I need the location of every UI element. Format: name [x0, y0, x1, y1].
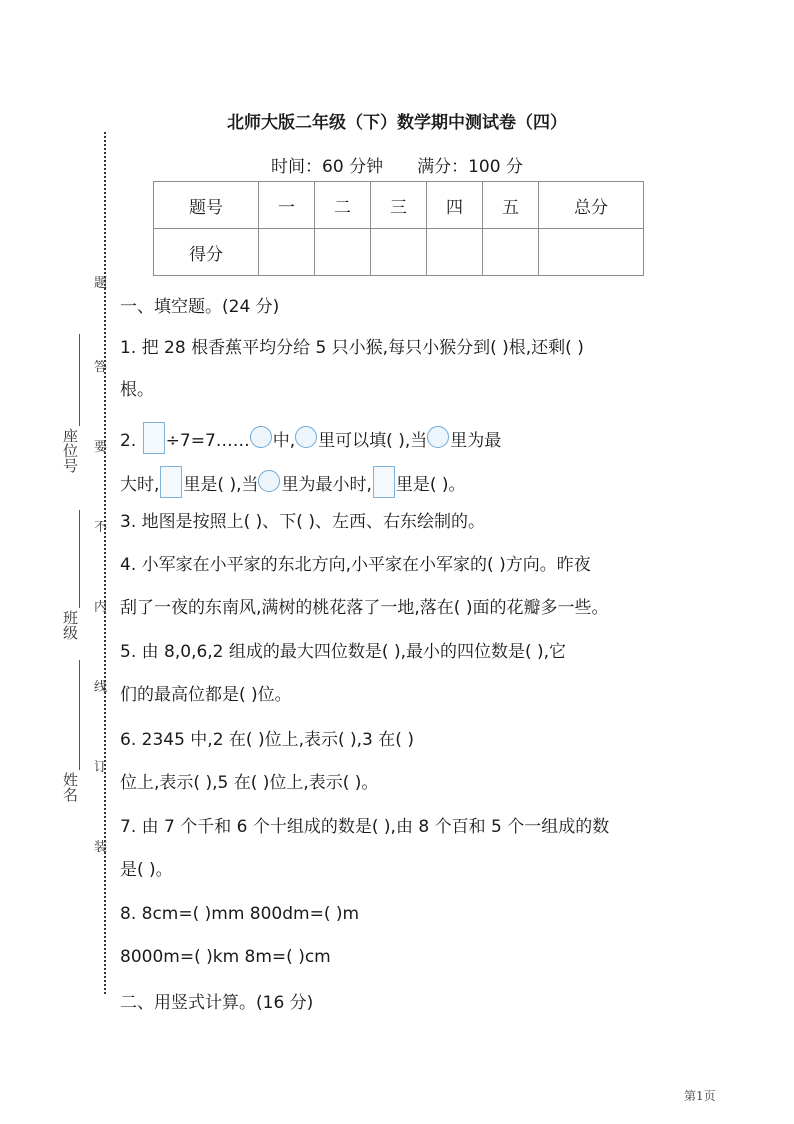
score-cell[interactable]: [427, 229, 483, 276]
blank-square-icon: [143, 422, 165, 454]
score-cell[interactable]: [539, 229, 644, 276]
q2-text-f: 里是( ),当: [183, 475, 259, 495]
blank-circle-icon: [258, 470, 280, 492]
seat-number-label: 座位号: [61, 428, 79, 473]
question-6-line1: 6. 2345 中,2 在( )位上,表示( ),3 在( ): [120, 730, 414, 750]
q2-text-e: 大时,: [120, 475, 160, 495]
q2-text-b: 中,: [272, 431, 296, 451]
blank-circle-icon: [250, 426, 272, 448]
blank-circle-icon: [295, 426, 317, 448]
question-3: 3. 地图是按照上( )、下( )、左西、右东绘制的。: [120, 512, 485, 532]
score-cell[interactable]: [315, 229, 371, 276]
name-label: 姓名: [61, 772, 79, 802]
binding-char-zhuang: 装: [94, 840, 108, 855]
question-6-line2: 位上,表示( ),5 在( )位上,表示( )。: [120, 773, 379, 793]
score-header-cell: 三: [371, 182, 427, 229]
score-table: [153, 181, 644, 276]
score-cell[interactable]: [483, 229, 539, 276]
page-number: 第1页: [684, 1089, 716, 1103]
score-header-cell: 二: [315, 182, 371, 229]
binding-dotted-line: [104, 132, 106, 994]
page-title: 北师大版二年级（下）数学期中测试卷（四）: [227, 113, 567, 133]
binding-char-ding: 订: [94, 760, 108, 775]
blank-square-icon: [373, 466, 395, 498]
score-table-score-row: [154, 229, 644, 276]
binding-char-da: 答: [94, 360, 108, 375]
q2-text-a: ÷7=7……: [165, 431, 250, 451]
class-label: 班级: [61, 610, 79, 640]
question-7-line2: 是( )。: [120, 860, 173, 880]
binding-char-ti: 题: [94, 276, 108, 291]
question-5-line2: 们的最高位都是( )位。: [120, 685, 292, 705]
score-table-header-row: [154, 182, 644, 229]
name-blank: [79, 660, 80, 770]
q2-text-c: 里可以填( ),当: [318, 431, 428, 451]
question-7-line1: 7. 由 7 个千和 6 个十组成的数是( ),由 8 个百和 5 个一组成的数: [120, 817, 610, 837]
score-header-cell: 一: [259, 182, 315, 229]
question-5-line1: 5. 由 8,0,6,2 组成的最大四位数是( ),最小的四位数是( ),它: [120, 642, 567, 662]
question-8-line1: 8. 8cm=( )mm 800dm=( )m: [120, 904, 360, 924]
question-8-line2: 8000m=( )km 8m=( )cm: [120, 947, 331, 967]
seat-number-blank: [79, 334, 80, 426]
score-cell[interactable]: [259, 229, 315, 276]
section1-heading: 一、填空题。(24 分): [120, 297, 280, 317]
question-4-line2: 刮了一夜的东南风,满树的桃花落了一地,落在( )面的花瓣多一些。: [120, 598, 609, 618]
binding-char-yao: 要: [94, 440, 108, 455]
question-2-line1: [120, 422, 501, 454]
question-2-line2: [120, 466, 466, 498]
full-score: 满分：100 分: [417, 157, 523, 177]
binding-char-nei: 内: [94, 600, 108, 615]
time-limit: 时间：60 分钟: [271, 157, 384, 177]
q2-number: 2.: [120, 431, 137, 451]
binding-char-bu: 不: [94, 520, 108, 535]
score-header-cell: 四: [427, 182, 483, 229]
question-4-line1: 4. 小军家在小平家的东北方向,小平家在小军家的( )方向。昨夜: [120, 555, 591, 575]
binding-char-xian: 线: [94, 680, 108, 695]
q2-text-h: 里是( )。: [395, 475, 466, 495]
score-header-cell: 总分: [539, 182, 644, 229]
exam-meta: [0, 152, 794, 177]
class-blank: [79, 510, 80, 608]
score-cell[interactable]: [371, 229, 427, 276]
score-header-cell: 五: [483, 182, 539, 229]
question-1-line2: 根。: [120, 380, 154, 400]
blank-square-icon: [160, 466, 182, 498]
q2-text-g: 里为最小时,: [281, 475, 372, 495]
question-1-line1: 1. 把 28 根香蕉平均分给 5 只小猴,每只小猴分到( )根,还剩( ): [120, 338, 584, 358]
section2-heading: 二、用竖式计算。(16 分): [120, 993, 314, 1013]
score-header-cell: 题号: [154, 182, 259, 229]
blank-circle-icon: [427, 426, 449, 448]
q2-text-d: 里为最: [450, 431, 502, 451]
score-row-label: 得分: [154, 229, 259, 276]
